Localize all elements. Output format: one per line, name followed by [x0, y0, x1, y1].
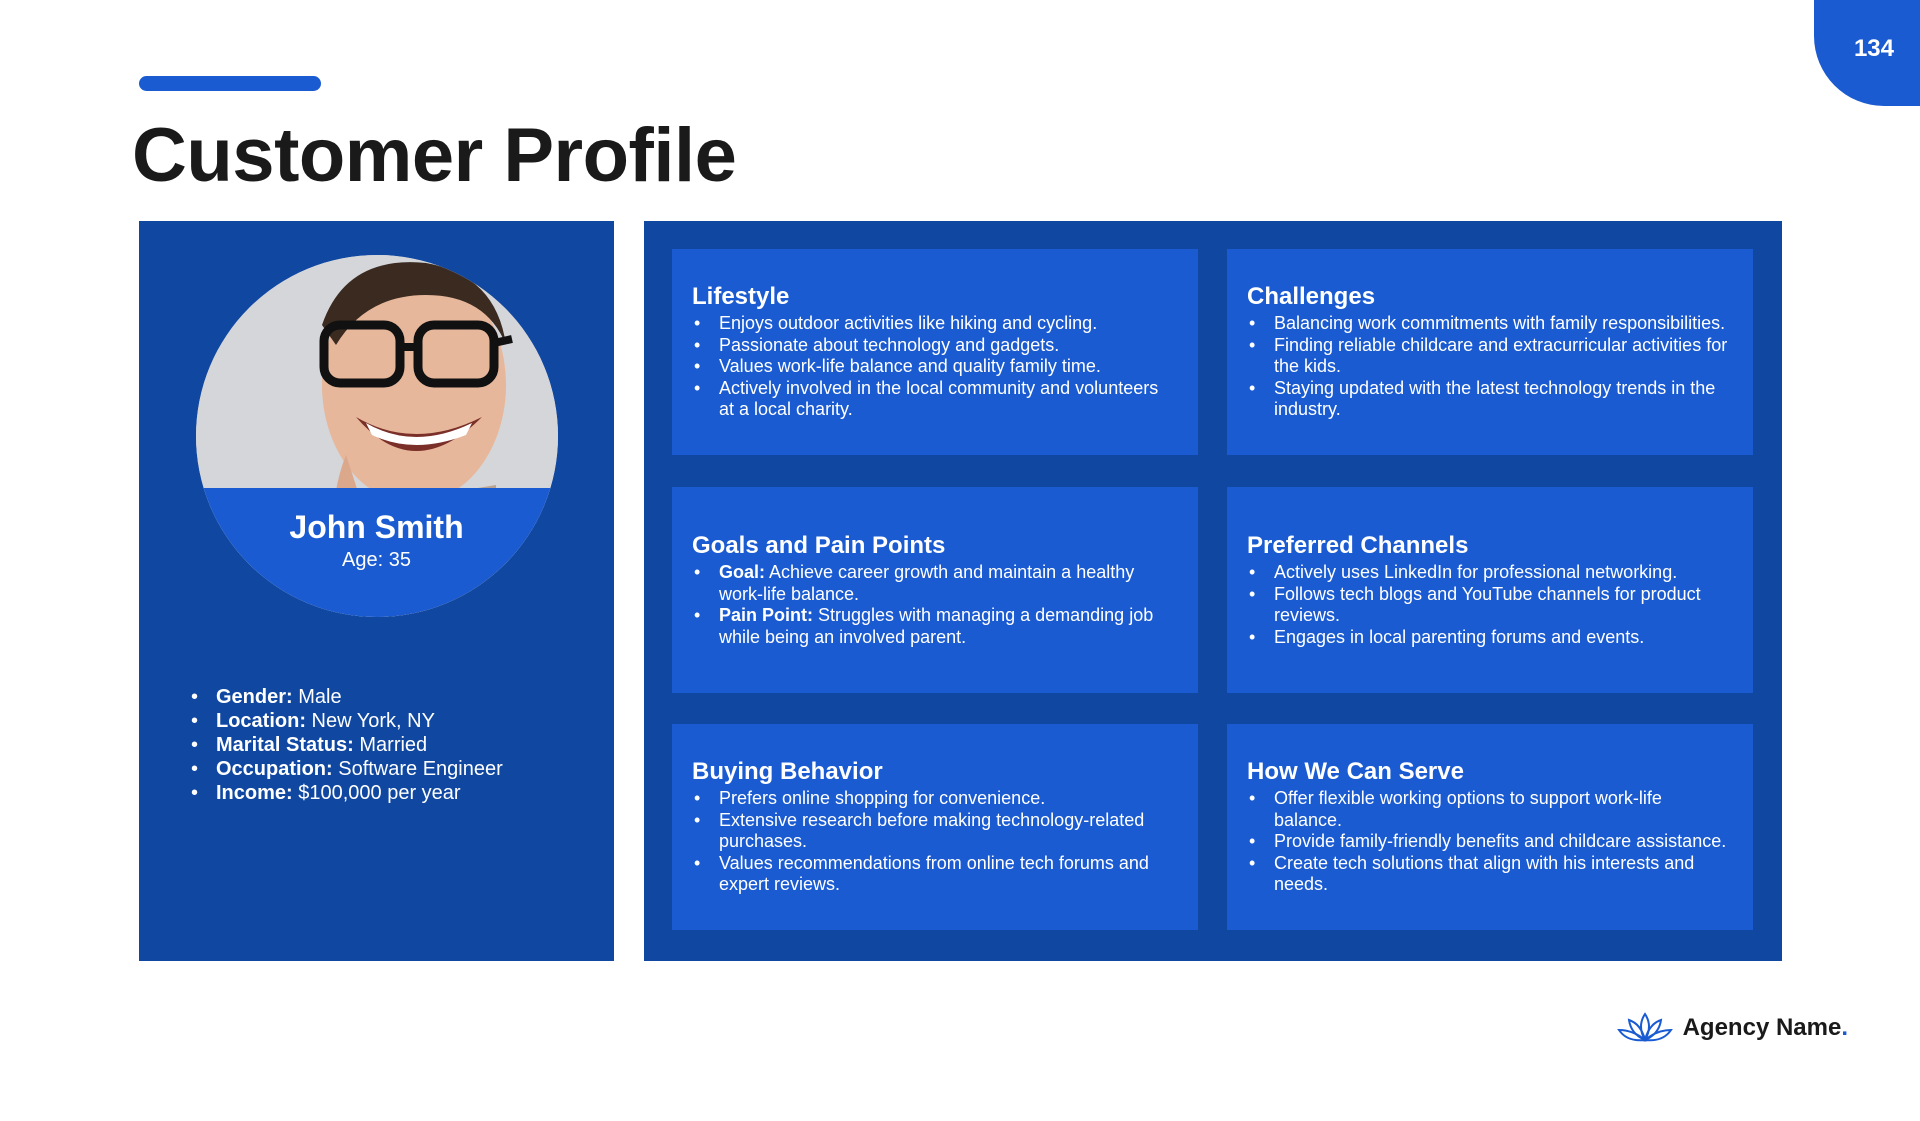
card-title: Goals and Pain Points [692, 532, 946, 559]
family-list [189, 1073, 589, 1121]
list-item: • Actively uses LinkedIn for professional networking. [1247, 562, 1733, 584]
card-how-we-can-serve [1227, 724, 1753, 930]
card-list [1247, 562, 1733, 648]
lotus-icon [1617, 1010, 1673, 1046]
title-accent-bar [139, 76, 321, 91]
list-item: • Occupation: Software Engineer [189, 757, 589, 781]
page-title: Customer Profile [132, 113, 737, 198]
person-name: John Smith [289, 509, 464, 545]
list-item: • Finding reliable childcare and extracurricular activities for the kids. [1247, 335, 1733, 378]
list-item: • Income: $100,000 per year [189, 781, 589, 805]
card-preferred-channels [1227, 487, 1753, 693]
card-buying-behavior [672, 724, 1198, 930]
list-item: • Values work-life balance and quality family time. [692, 356, 1178, 378]
list-item: • Goal: Achieve career growth and maintain a healthy work-life balance. [692, 562, 1178, 605]
list-item: • Actively involved in the local community and volunteers at a local charity. [692, 378, 1178, 421]
list-item: • Gender: Male [189, 685, 589, 709]
agency-brand [1617, 1010, 1848, 1046]
card-title: Lifestyle [692, 283, 790, 311]
card-lifestyle [672, 249, 1198, 455]
page-number: 134 [1853, 35, 1894, 62]
demographics-list [189, 685, 589, 805]
card-goals-pain-points [672, 487, 1198, 693]
card-list [692, 313, 1178, 421]
card-list [1247, 788, 1733, 896]
agency-name-dot: . [1841, 1014, 1848, 1041]
list-item: • Pain Point: Struggles with managing a demanding job while being an involved parent. [692, 605, 1178, 648]
list-item: • Engages in local parenting forums and events. [1247, 627, 1733, 649]
list-item: • Prefers online shopping for convenience. [692, 788, 1178, 810]
list-item: • Enjoys outdoor activities like hiking and cycling. [692, 313, 1178, 335]
profile-cards-panel [644, 221, 1782, 961]
list-item: • Balancing work commitments with family responsibilities. [1247, 313, 1733, 335]
list-item: • Extensive research before making technology-related purchases. [692, 810, 1178, 853]
list-item: • Create tech solutions that align with his interests and needs. [1247, 853, 1733, 896]
card-title: How We Can Serve [1247, 758, 1464, 786]
list-item: • Offer flexible working options to support work-life balance. [1247, 788, 1733, 831]
card-title: Preferred Channels [1247, 532, 1469, 559]
list-item: • Passionate about technology and gadgets. [692, 335, 1178, 357]
card-list [692, 562, 1178, 648]
list-item: • Follows tech blogs and YouTube channels for product reviews. [1247, 584, 1733, 627]
card-list [692, 788, 1178, 896]
list-item: • Children: Two (ages 7 and 9) [189, 1097, 589, 1121]
person-age: Age: 35 [342, 549, 411, 571]
card-list [1247, 313, 1733, 421]
card-challenges [1227, 249, 1753, 455]
list-item: • Location: New York, NY [189, 709, 589, 733]
card-title: Buying Behavior [692, 758, 883, 786]
card-title: Challenges [1247, 283, 1376, 311]
list-item: • Values recommendations from online tech forums and expert reviews. [692, 853, 1178, 896]
list-item: • Provide family-friendly benefits and childcare assistance. [1247, 831, 1733, 853]
list-item: • Spouse: Sarah Smith [189, 1073, 589, 1097]
list-item: • Marital Status: Married [189, 733, 589, 757]
agency-name: Agency Name [1682, 1014, 1842, 1041]
list-item: • Staying updated with the latest technology trends in the industry. [1247, 378, 1733, 421]
profile-panel [139, 221, 614, 1120]
family-heading: Family [189, 1049, 253, 1071]
